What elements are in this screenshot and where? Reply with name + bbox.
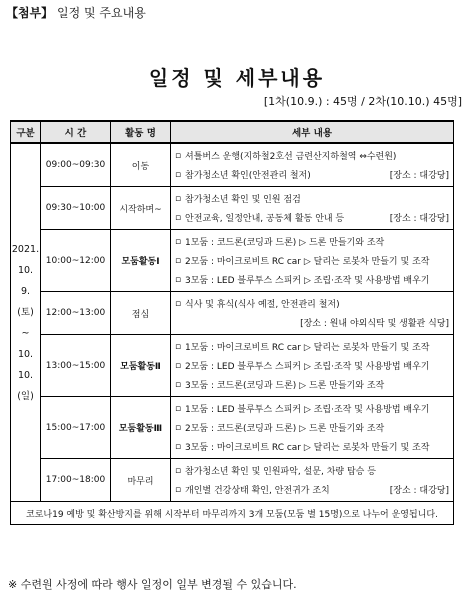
date-line: 9. <box>20 285 31 297</box>
detail-line <box>175 337 449 356</box>
detail-line <box>175 375 449 394</box>
table-row <box>11 459 454 502</box>
detail-line <box>175 418 449 437</box>
bullet-icon: ▫ <box>175 169 182 180</box>
bullet-icon: ▫ <box>175 403 182 414</box>
detail-line <box>175 461 449 480</box>
time-cell: 10:00~12:00 <box>41 230 111 292</box>
detail-text: 셔틀버스 운행(지하철2호선 금련산지하철역 ⇔수련원) <box>185 152 397 162</box>
bullet-icon: ▫ <box>175 341 182 352</box>
bullet-icon: ▫ <box>175 484 182 495</box>
participant-count: [1차(10.9.) : 45명 / 2차(10.10.) 45명] <box>263 95 462 108</box>
date-line: ~ <box>21 327 30 339</box>
detail-text: 2모둠 : 코드론(코딩과 드론) ▷ 드론 만들기와 조작 <box>185 424 385 434</box>
attachment-bracket: 【첨부】 <box>6 6 54 20</box>
time-cell: 15:00~17:00 <box>41 397 111 459</box>
activity-cell: 시작하며~ <box>111 187 171 230</box>
date-line: 10. <box>17 348 34 360</box>
detail-text: 참가청소년 확인(안전관리 철저) <box>185 171 311 181</box>
time-cell: 13:00~15:00 <box>41 335 111 397</box>
table-row <box>11 292 454 335</box>
date-line: (토) <box>17 306 34 318</box>
activity-cell: 이동 <box>111 143 171 187</box>
detail-text: 개인별 건강상태 확인, 안전귀가 조치 <box>185 486 330 496</box>
detail-line <box>175 480 449 499</box>
detail-line <box>175 208 449 227</box>
detail-line <box>175 399 449 418</box>
header-details: 세부 내용 <box>171 121 454 143</box>
table-row <box>11 230 454 292</box>
attachment-text: 일정 및 주요내용 <box>57 6 146 20</box>
details-cell <box>171 187 454 230</box>
bullet-icon: ▫ <box>175 298 182 309</box>
detail-text: 1모둠 : LED 블루투스 스피커 ▷ 조립·조작 및 사용방법 배우기 <box>185 405 430 415</box>
details-cell <box>171 397 454 459</box>
bullet-icon: ▫ <box>175 193 182 204</box>
location-text: [장소 : 대강당] <box>389 214 449 224</box>
table-footer-row <box>11 502 454 525</box>
detail-text: 참가청소년 확인 및 인원 점검 <box>185 195 301 205</box>
details-cell <box>171 143 454 187</box>
bullet-icon: ▫ <box>175 465 182 476</box>
bullet-icon: ▫ <box>175 255 182 266</box>
detail-line <box>175 165 449 184</box>
footnote: ※ 수련원 사정에 따라 행사 일정이 일부 변경될 수 있습니다. <box>8 578 297 591</box>
date-line: 2021. <box>11 243 40 255</box>
activity-cell: 마무리 <box>111 459 171 502</box>
detail-text: 3모둠 : 코드론(코딩과 드론) ▷ 드론 만들기와 조작 <box>185 381 385 391</box>
bullet-icon: ▫ <box>175 274 182 285</box>
detail-text: 1모둠 : 코드론(코딩과 드론) ▷ 드론 만들기와 조작 <box>185 238 385 248</box>
schedule-table <box>10 120 454 525</box>
detail-line <box>175 189 449 208</box>
detail-text: 참가청소년 확인 및 인원파악, 설문, 차량 탑승 등 <box>185 467 376 477</box>
detail-text: 3모둠 : 마이크로비트 RC car ▷ 달리는 로봇차 만들기 및 조작 <box>185 443 430 453</box>
bullet-icon: ▫ <box>175 150 182 161</box>
detail-line <box>175 251 449 270</box>
activity-cell: 점심 <box>111 292 171 335</box>
date-line: 10. <box>17 369 34 381</box>
bullet-icon: ▫ <box>175 422 182 433</box>
location-text: [장소 : 대강당] <box>389 486 449 496</box>
bullet-icon: ▫ <box>175 212 182 223</box>
page-title: 일정 및 세부내용 <box>148 66 326 90</box>
table-footer-note: 코로나19 예방 및 확산방지를 위해 시작부터 마무리까지 3개 모둠(모둠 별 15명)으로 나누어 운영됩니다. <box>11 502 454 525</box>
details-cell <box>171 230 454 292</box>
header-category: 구분 <box>11 121 41 143</box>
table-row <box>11 143 454 187</box>
location-text: [장소 : 원내 야외식탁 및 생활관 식당] <box>300 319 449 329</box>
detail-line <box>175 313 449 332</box>
detail-text: 2모둠 : LED 블루투스 스피커 ▷ 조립·조작 및 사용방법 배우기 <box>185 362 430 372</box>
table-row <box>11 397 454 459</box>
detail-line <box>175 232 449 251</box>
detail-line <box>175 356 449 375</box>
location-text: [장소 : 대강당] <box>389 171 449 181</box>
detail-text: 2모둠 : 마이크로비트 RC car ▷ 달리는 로봇차 만들기 및 조작 <box>185 257 430 267</box>
time-cell: 09:30~10:00 <box>41 187 111 230</box>
bullet-icon: ▫ <box>175 379 182 390</box>
details-cell <box>171 459 454 502</box>
detail-text: 3모둠 : LED 블루투스 스피커 ▷ 조립·조작 및 사용방법 배우기 <box>185 276 430 286</box>
table-row <box>11 187 454 230</box>
activity-cell: 모둠활동Ⅰ <box>111 230 171 292</box>
attachment-label <box>6 4 146 21</box>
date-cell <box>11 143 41 502</box>
date-line: (일) <box>17 390 34 402</box>
activity-cell: 모둠활동Ⅲ <box>111 397 171 459</box>
details-cell <box>171 335 454 397</box>
table-header-row <box>11 121 454 143</box>
detail-line <box>175 437 449 456</box>
time-cell: 09:00~09:30 <box>41 143 111 187</box>
detail-text: 1모둠 : 마이크로비트 RC car ▷ 달리는 로봇차 만들기 및 조작 <box>185 343 430 353</box>
activity-cell: 모둠활동Ⅱ <box>111 335 171 397</box>
bullet-icon: ▫ <box>175 236 182 247</box>
header-activity: 활동 명 <box>111 121 171 143</box>
date-line: 10. <box>17 264 34 276</box>
detail-text: 식사 및 휴식(식사 예절, 안전관리 철저) <box>185 300 340 310</box>
header-time: 시 간 <box>41 121 111 143</box>
detail-text: 안전교육, 일정안내, 공동체 활동 안내 등 <box>185 214 345 224</box>
table-row <box>11 335 454 397</box>
bullet-icon: ▫ <box>175 441 182 452</box>
detail-line <box>175 270 449 289</box>
bullet-icon: ▫ <box>175 360 182 371</box>
details-cell <box>171 292 454 335</box>
detail-line <box>175 146 449 165</box>
time-cell: 12:00~13:00 <box>41 292 111 335</box>
detail-line <box>175 294 449 313</box>
time-cell: 17:00~18:00 <box>41 459 111 502</box>
